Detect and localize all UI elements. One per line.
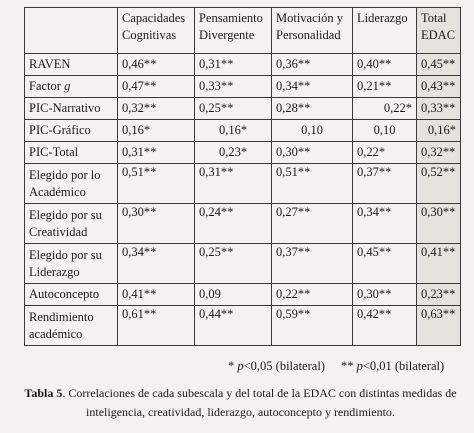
table-cell: 0,31**: [195, 54, 272, 76]
row-label-text: Rendimiento: [29, 309, 94, 324]
row-label-text: Elegido por su: [29, 247, 102, 262]
row-label-text: Elegido por su: [29, 207, 102, 222]
table-cell: 0,44**: [195, 306, 272, 346]
row-label-text-2: académico: [29, 326, 83, 341]
row-label-text-2: Creatividad: [29, 224, 88, 239]
row-label-text-2: Liderazgo: [29, 264, 80, 279]
table-row: [25, 244, 461, 284]
header-cell: [195, 8, 272, 54]
row-label: [25, 98, 118, 120]
header-line1: Capacidades: [122, 11, 186, 25]
header-line1: Pensamiento: [199, 11, 263, 25]
header-cell: [272, 8, 353, 54]
table-row: [25, 284, 461, 306]
caption-label: Tabla 5: [24, 386, 63, 400]
table-cell: 0,59**: [272, 306, 353, 346]
row-label: [25, 54, 118, 76]
table-cell: 0,37**: [353, 164, 417, 204]
header-cell-total: [417, 8, 461, 54]
row-label-text-2: Académico: [29, 184, 86, 199]
table-cell-total: 0,30**: [417, 204, 461, 244]
table-cell: 0,22*: [353, 142, 417, 164]
table-cell: 0,24**: [195, 204, 272, 244]
table-caption: [18, 384, 463, 422]
correlation-table: [24, 7, 461, 346]
table-cell: 0,16*: [118, 120, 195, 142]
table-cell: 0,30**: [272, 142, 353, 164]
row-label: [25, 306, 118, 346]
table-cell: 0,31**: [195, 164, 272, 204]
table-header-row: [25, 8, 461, 54]
table-cell-total: 0,43**: [417, 76, 461, 98]
header-line2: EDAC: [421, 28, 456, 42]
table-cell: 0,22*: [353, 98, 417, 120]
table-cell: 0,27**: [272, 204, 353, 244]
row-label: [25, 120, 118, 142]
table-cell-total: 0,32**: [417, 142, 461, 164]
header-line1: Total: [421, 11, 447, 25]
table-row: [25, 76, 461, 98]
header-line1: Motivación y: [276, 11, 344, 25]
table-cell-total: 0,63**: [417, 306, 461, 346]
row-label-text: PIC-Gráfico: [29, 123, 91, 137]
row-label-text: RAVEN: [29, 57, 71, 71]
header-line2: Personalidad: [276, 28, 341, 42]
row-label: [25, 244, 118, 284]
significance-note: [228, 359, 444, 374]
row-label: [25, 76, 118, 98]
table-cell: 0,25**: [195, 244, 272, 284]
table-row: [25, 120, 461, 142]
table-cell: 0,09: [195, 284, 272, 306]
table-row: [25, 142, 461, 164]
table-cell: 0,36**: [272, 54, 353, 76]
table-cell: 0,16*: [195, 120, 272, 142]
table-cell-total: 0,52**: [417, 164, 461, 204]
table-cell: 0,10: [272, 120, 353, 142]
row-label-text: Autoconcepto: [29, 287, 100, 301]
table-cell: 0,51**: [272, 164, 353, 204]
note-text2: <0,01 (bilateral): [362, 359, 445, 373]
table-cell: 0,30**: [118, 204, 195, 244]
table-cell: 0,34**: [272, 76, 353, 98]
table-cell: 0,42**: [353, 306, 417, 346]
table-cell: 0,46**: [118, 54, 195, 76]
table-row: [25, 54, 461, 76]
table-cell: 0,34**: [118, 244, 195, 284]
table-cell-total: 0,45**: [417, 54, 461, 76]
caption-text: . Correlaciones de cada subescala y del total de la EDAC con distintas medidas de inteligencia, creatividad, liderazgo, autoconcepto y rendimiento.: [62, 386, 457, 419]
table-cell: 0,41**: [118, 284, 195, 306]
table-cell: 0,34**: [353, 204, 417, 244]
header-line2: Cognitivas: [122, 28, 177, 42]
table-cell: 0,28**: [272, 98, 353, 120]
row-label-text: Elegido por lo: [29, 167, 101, 182]
table-cell: 0,32**: [118, 98, 195, 120]
row-label: [25, 164, 118, 204]
table-cell: 0,51**: [118, 164, 195, 204]
table-cell: 0,22**: [272, 284, 353, 306]
table-cell: 0,40**: [353, 54, 417, 76]
row-label: [25, 204, 118, 244]
table-cell-total: 0,33**: [417, 98, 461, 120]
note-text1: <0,05 (bilateral): [243, 359, 325, 373]
table-cell: 0,10: [353, 120, 417, 142]
table-cell: 0,47**: [118, 76, 195, 98]
header-cell: [353, 8, 417, 54]
header-cell: [118, 8, 195, 54]
note-p1: p: [237, 359, 244, 373]
row-label-text: PIC-Total: [29, 145, 79, 159]
table-row: [25, 204, 461, 244]
table-cell: 0,21**: [353, 76, 417, 98]
row-label: [25, 284, 118, 306]
table-cell: 0,23*: [195, 142, 272, 164]
row-label-italic: g: [64, 79, 71, 93]
header-line1: Liderazgo: [357, 11, 408, 25]
table-cell-total: 0,23**: [417, 284, 461, 306]
row-label-text: PIC-Narrativo: [29, 101, 101, 115]
table-cell: 0,61**: [118, 306, 195, 346]
header-line2: Divergente: [199, 28, 255, 42]
row-label-text: Factor: [29, 79, 65, 93]
table-row: [25, 306, 461, 346]
table-cell: 0,37**: [272, 244, 353, 284]
table-cell: 0,31**: [118, 142, 195, 164]
table-row: [25, 164, 461, 204]
table-cell-total: 0,41**: [417, 244, 461, 284]
table-row: [25, 98, 461, 120]
row-label: [25, 142, 118, 164]
note-star1: *: [228, 359, 238, 373]
note-p2: p: [356, 359, 363, 373]
table-cell: 0,33**: [195, 76, 272, 98]
note-star2: **: [340, 359, 357, 373]
table-cell: 0,30**: [353, 284, 417, 306]
header-empty-cell: [25, 8, 118, 54]
table-cell-total: 0,16*: [417, 120, 461, 142]
table-cell: 0,45**: [353, 244, 417, 284]
table-cell: 0,25**: [195, 98, 272, 120]
